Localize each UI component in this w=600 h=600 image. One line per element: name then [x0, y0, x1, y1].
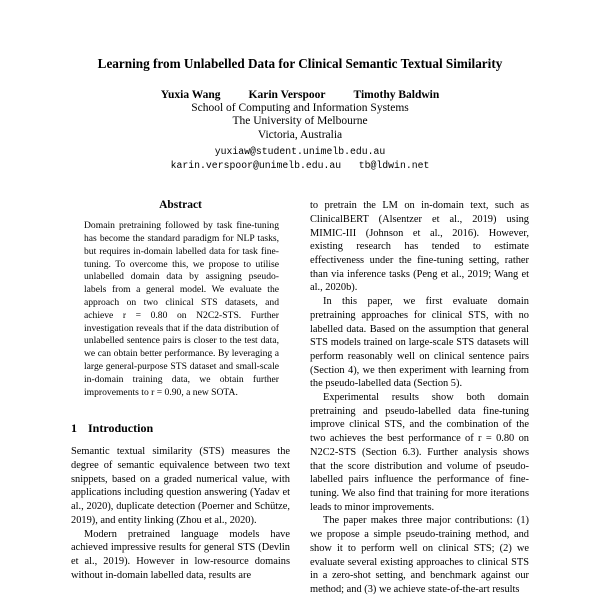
section-heading-introduction: [71, 421, 290, 436]
paper-title: Learning from Unlabelled Data for Clinical Semantic Textual Similarity: [97, 56, 503, 71]
author-3: Timothy Baldwin: [353, 89, 440, 101]
affiliation-block: [71, 102, 529, 142]
two-column-body: [71, 199, 529, 596]
affiliation-line-3: Victoria, Australia: [257, 128, 343, 141]
author-1: Yuxia Wang: [160, 89, 221, 101]
right-paragraph-4: The paper makes three major contributions: (1) we propose a simple pseudo-training method, and show it to perform well on clinical STS; (2) we evaluate several existing approaches to clinical STS in a zero-shot setting, and benchmark against our method; and (3) we achieve state-of-the-art results: [310, 515, 529, 595]
abstract-heading: Abstract: [159, 199, 202, 212]
abstract-text: Domain pretraining followed by task fine-tuning has become the standard paradigm for NLP tasks, but requires in-domain labelled data for task fine-tuning. To overcome this, we propose to utilise unlabelled domain data by assigning pseudo-labels from a general model. We evaluate the approach on two clinical STS datasets, and achieve r = 0.80 on N2C2-STS. Further investigation reveals that if the data distribution of unlabelled sentence pairs is closer to the test data, we can obtain better performance. By leveraging a large general-purpose STS dataset and small-scale in-domain training data, we obtain further improvements to r = 0.90, a new SOTA.: [84, 220, 279, 398]
right-paragraph-3: Experimental results show both domain pretraining and pseudo-labelled data fine-tuning improve clinical STS, and the combination of the two achieves the best performance of r = 0.80 on N2C2-STS (Section 6.3). Further analysis shows that the score distribution and volume of pseudo-labelled pairs influence the performance of fine-tuning. We also find that training for more iterations leads to minor improvements.: [310, 392, 529, 513]
affiliation-line-1: School of Computing and Information Systems: [191, 102, 409, 114]
right-column: [310, 199, 529, 596]
paper-header: [71, 56, 529, 172]
affiliation-line-2: The University of Melbourne: [232, 115, 368, 128]
right-paragraph-1: to pretrain the LM on in-domain text, such as ClinicalBERT (Alsentzer et al., 2019) using MIMIC-III (Johnson et al., 2016). However, existing research has tended to estimate effectiveness under the fine-tuning setting, rather than via inference tasks (Peng et al., 2019; Wang et al., 2020b).: [310, 200, 529, 294]
email-line-1: yuxiaw@student.unimelb.edu.au: [214, 146, 386, 158]
section-number: 1: [71, 421, 77, 436]
intro-paragraph-2: Modern pretrained language models have achieved impressive results for general STS (Devlin et al., 2019). However in low-resource domains without in-domain labelled data, results are: [71, 528, 290, 581]
author-2: Karin Verspoor: [248, 89, 326, 101]
section-title: Introduction: [88, 421, 154, 436]
email-block: [71, 145, 529, 172]
left-column: [71, 199, 290, 596]
right-paragraph-2: In this paper, we first evaluate domain pretraining approaches for clinical STS, with no labelled data. Based on the assumption that general STS models trained on large-scale STS datasets will perform reasonably well on clinical sentence pairs (Section 4), we then experiment with learning from the pseudo-labelled data (Section 5).: [310, 296, 529, 390]
intro-paragraph-1: Semantic textual similarity (STS) measures the degree of semantic equivalence between two text snippets, based on a graded numerical value, with applications including question answering (Yadav et al., 2020), duplicate detection (Poerner and Schütze, 2019), and entity linking (Zhou et al., 2020).: [71, 446, 290, 526]
email-line-2: karin.verspoor@unimelb.edu.au tb@ldwin.net: [170, 159, 430, 171]
author-list: [71, 89, 529, 101]
